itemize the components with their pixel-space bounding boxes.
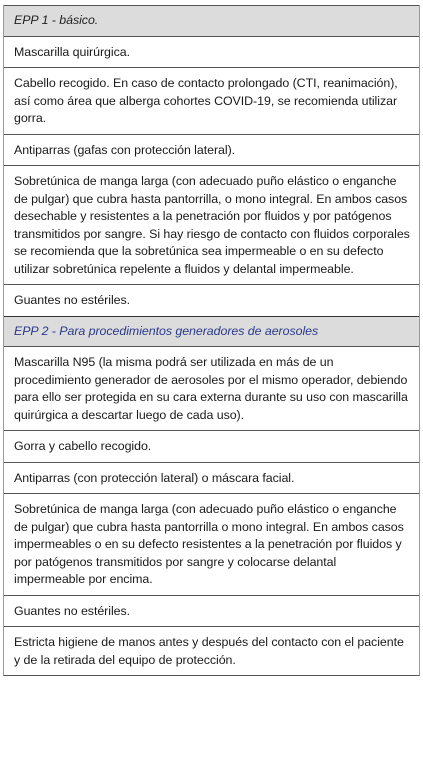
table-row: Gorra y cabello recogido. bbox=[4, 430, 419, 462]
ppe-table bbox=[3, 5, 420, 676]
table-row: Guantes no estériles. bbox=[4, 595, 419, 627]
table-row: Guantes no estériles. bbox=[4, 284, 419, 316]
table-row: Cabello recogido. En caso de contacto prolongado (CTI, reanimación), así como área que alberga cohortes COVID-19, se recomienda utilizar gorra. bbox=[4, 67, 419, 134]
section-header-epp2: EPP 2 - Para procedimientos generadores de aerosoles bbox=[4, 316, 419, 347]
table-row: Mascarilla quirúrgica. bbox=[4, 36, 419, 68]
table-row: Antiparras (gafas con protección lateral). bbox=[4, 134, 419, 166]
table-row: Sobretúnica de manga larga (con adecuado puño elástico o enganche de pulgar) que cubra hasta pantorrilla o mono integral. En ambos casos impermeables o en su defecto resistentes a la penetración por fluidos y por patógenos transmitidos por sangre y colocarse delantal impermeable por encima. bbox=[4, 493, 419, 595]
table-row: Estricta higiene de manos antes y después del contacto con el paciente y de la retirada del equipo de protección. bbox=[4, 626, 419, 675]
table-row: Mascarilla N95 (la misma podrá ser utilizada en más de un procedimiento generador de aerosoles por el mismo operador, debiendo para ello ser protegida en su cara externa durante su uso con mascarilla quirúrgica a descartar luego de cada uso). bbox=[4, 346, 419, 430]
section-header-epp1: EPP 1 - básico. bbox=[4, 5, 419, 36]
table-row: Antiparras (con protección lateral) o máscara facial. bbox=[4, 462, 419, 494]
table-row: Sobretúnica de manga larga (con adecuado puño elástico o enganche de pulgar) que cubra hasta pantorrilla, o mono integral. En ambos casos desechable y resistentes a la penetración por fluidos y por patógenos transmitidos por sangre. Si hay riesgo de contacto con fluidos corporales se recomienda que la sobretúnica sea impermeable o en su defecto utilizar sobretúnica repelente a fluidos y delantal impermeable. bbox=[4, 165, 419, 284]
